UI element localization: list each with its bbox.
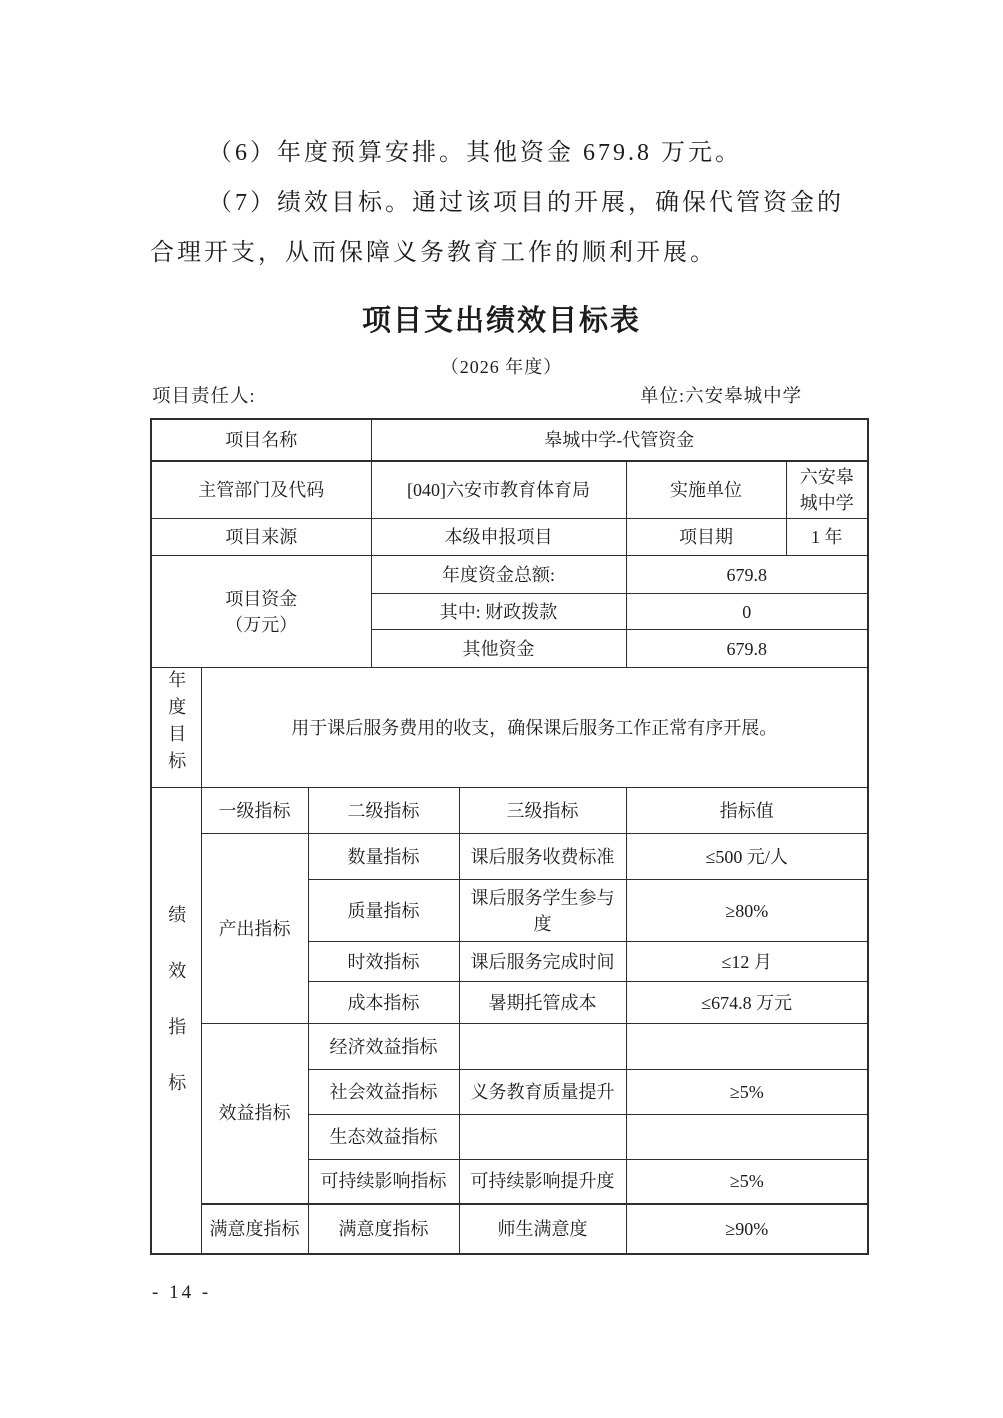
- indicator-level2: 经济效益指标: [308, 1024, 459, 1070]
- indicator-level3: 义务教育质量提升: [459, 1070, 626, 1115]
- indicator-value: ≥90%: [626, 1204, 868, 1254]
- group-satisfaction-label: 满意度指标: [201, 1204, 308, 1254]
- period-value: 1 年: [786, 519, 868, 556]
- impl-unit-value: 六安皋城中学: [786, 461, 868, 519]
- table-row: [151, 461, 868, 519]
- funds-label-line1: 项目资金: [225, 588, 298, 609]
- funds-label-line2: （万元）: [225, 614, 298, 635]
- funds-fiscal-value: 0: [626, 594, 868, 630]
- dept-label: 主管部门及代码: [151, 461, 371, 519]
- source-value: 本级申报项目: [371, 519, 626, 556]
- funds-other-label: 其他资金: [371, 630, 626, 668]
- col-header-value: 指标值: [626, 788, 868, 834]
- indicator-value: ≤500 元/人: [626, 834, 868, 880]
- col-header-level2: 二级指标: [308, 788, 459, 834]
- page-title: 项目支出绩效目标表: [361, 303, 641, 337]
- funds-fiscal-label: 其中: 财政拨款: [371, 594, 626, 630]
- project-name-value: 皋城中学-代管资金: [371, 419, 868, 461]
- table-row: [151, 668, 868, 788]
- col-header-level1: 一级指标: [201, 788, 308, 834]
- group-benefit-label: 效益指标: [201, 1024, 308, 1204]
- annual-goal-label-text: 年度目标: [166, 670, 187, 779]
- dept-value: [040]六安市教育体育局: [371, 461, 626, 519]
- indicator-level2: 数量指标: [308, 834, 459, 880]
- indicator-value: ≤674.8 万元: [626, 982, 868, 1024]
- indicator-level3: 可持续影响提升度: [459, 1160, 626, 1204]
- impl-unit-label: 实施单位: [626, 461, 786, 519]
- unit-label: 单位:六安皋城中学: [640, 387, 803, 407]
- indicator-level3: 课后服务学生参与度: [459, 880, 626, 942]
- indicator-value: ≥5%: [626, 1070, 868, 1115]
- funds-other-value: 679.8: [626, 630, 868, 668]
- intro-paragraphs: [150, 128, 866, 278]
- source-label: 项目来源: [151, 519, 371, 556]
- table-row: [151, 834, 868, 880]
- indicator-level2: 生态效益指标: [308, 1115, 459, 1160]
- funds-label: [151, 556, 371, 668]
- indicators-side-label: [151, 788, 201, 1254]
- period-label: 项目期: [626, 519, 786, 556]
- page-number: - 14 -: [152, 1282, 212, 1303]
- indicator-value: ≥80%: [626, 880, 868, 942]
- page-subtitle: （2026 年度）: [440, 357, 563, 377]
- table-row: [151, 419, 868, 461]
- indicator-level3: 课后服务收费标准: [459, 834, 626, 880]
- annual-goal-text: 用于课后服务费用的收支，确保课后服务工作正常有序开展。: [201, 668, 868, 788]
- indicator-level3: [459, 1024, 626, 1070]
- indicator-value: ≥5%: [626, 1160, 868, 1204]
- paragraph-7-line-1: （7）绩效目标。通过该项目的开展，确保代管资金的: [208, 190, 844, 216]
- indicator-level2: 满意度指标: [308, 1204, 459, 1254]
- funds-total-value: 679.8: [626, 556, 868, 594]
- table-row: [151, 1024, 868, 1070]
- indicator-value: ≤12 月: [626, 942, 868, 982]
- annual-goal-label: [151, 668, 201, 788]
- table-row: [151, 556, 868, 594]
- table-row: [151, 788, 868, 834]
- indicator-value: [626, 1115, 868, 1160]
- project-owner-label: 项目责任人:: [152, 387, 256, 407]
- paragraph-7-line-2: 合理开支，从而保障义务教育工作的顺利开展。: [150, 240, 717, 266]
- indicator-level2: 成本指标: [308, 982, 459, 1024]
- group-output-label: 产出指标: [201, 834, 308, 1024]
- table-row: [151, 519, 868, 556]
- funds-total-label: 年度资金总额:: [371, 556, 626, 594]
- indicator-level3: 课后服务完成时间: [459, 942, 626, 982]
- performance-target-table: [150, 418, 869, 1255]
- paragraph-6: （6）年度预算安排。其他资金 679.8 万元。: [208, 140, 742, 166]
- indicator-level3: [459, 1115, 626, 1160]
- indicator-level3: 师生满意度: [459, 1204, 626, 1254]
- indicator-level2: 可持续影响指标: [308, 1160, 459, 1204]
- indicator-level3: 暑期托管成本: [459, 982, 626, 1024]
- project-name-label: 项目名称: [151, 419, 371, 461]
- indicators-side-label-text: 绩效指标: [166, 904, 187, 1129]
- col-header-level3: 三级指标: [459, 788, 626, 834]
- indicator-level2: 社会效益指标: [308, 1070, 459, 1115]
- indicator-level2: 质量指标: [308, 880, 459, 942]
- indicator-level2: 时效指标: [308, 942, 459, 982]
- table-row: [151, 1204, 868, 1254]
- indicator-value: [626, 1024, 868, 1070]
